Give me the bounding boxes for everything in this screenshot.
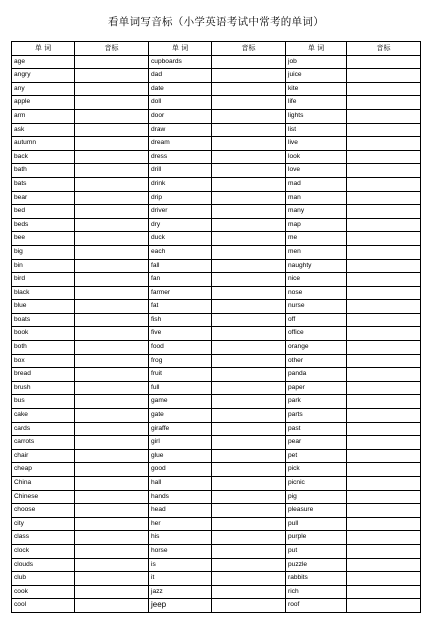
word-cell: many — [286, 205, 347, 219]
phonetic-input-cell[interactable] — [212, 409, 286, 423]
word-cell: it — [149, 572, 212, 586]
phonetic-input-cell[interactable] — [212, 273, 286, 287]
phonetic-input-cell[interactable] — [347, 313, 421, 327]
word-cell: bus — [12, 395, 75, 409]
word-cell: pear — [286, 436, 347, 450]
phonetic-input-cell[interactable] — [347, 177, 421, 191]
word-cell: dad — [149, 69, 212, 83]
phonetic-input-cell[interactable] — [347, 205, 421, 219]
phonetic-input-cell[interactable] — [75, 313, 149, 327]
phonetic-input-cell[interactable] — [347, 164, 421, 178]
phonetic-input-cell[interactable] — [75, 572, 149, 586]
table-row — [12, 463, 421, 477]
word-cell: boats — [12, 313, 75, 327]
word-cell: fat — [149, 300, 212, 314]
word-cell: class — [12, 531, 75, 545]
phonetic-input-cell[interactable] — [212, 96, 286, 110]
phonetic-input-cell[interactable] — [75, 368, 149, 382]
word-cell: hands — [149, 490, 212, 504]
word-cell: each — [149, 245, 212, 259]
word-cell: look — [286, 150, 347, 164]
phonetic-input-cell[interactable] — [212, 585, 286, 599]
word-cell: drip — [149, 191, 212, 205]
phonetic-input-cell[interactable] — [75, 123, 149, 137]
word-cell: dry — [149, 218, 212, 232]
table-row — [12, 218, 421, 232]
phonetic-input-cell[interactable] — [347, 395, 421, 409]
word-cell: doll — [149, 96, 212, 110]
phonetic-input-cell[interactable] — [75, 205, 149, 219]
word-cell: fall — [149, 259, 212, 273]
word-cell: lights — [286, 109, 347, 123]
phonetic-input-cell[interactable] — [75, 245, 149, 259]
table-row — [12, 449, 421, 463]
word-cell: horse — [149, 544, 212, 558]
phonetic-input-cell[interactable] — [212, 245, 286, 259]
phonetic-input-cell[interactable] — [347, 327, 421, 341]
word-cell: nurse — [286, 300, 347, 314]
table-row — [12, 544, 421, 558]
phonetic-input-cell[interactable] — [212, 109, 286, 123]
phonetic-input-cell[interactable] — [347, 436, 421, 450]
phonetic-input-cell[interactable] — [75, 599, 149, 613]
phonetic-input-cell[interactable] — [75, 137, 149, 151]
word-cell: life — [286, 96, 347, 110]
word-cell: cupboards — [149, 55, 212, 69]
phonetic-input-cell[interactable] — [212, 137, 286, 151]
word-cell: club — [12, 572, 75, 586]
phonetic-input-cell[interactable] — [212, 395, 286, 409]
table-row — [12, 341, 421, 355]
word-cell: paper — [286, 381, 347, 395]
phonetic-input-cell[interactable] — [212, 422, 286, 436]
word-cell: drill — [149, 164, 212, 178]
phonetic-input-cell[interactable] — [347, 422, 421, 436]
word-cell: map — [286, 218, 347, 232]
phonetic-input-cell[interactable] — [212, 164, 286, 178]
phonetic-input-cell[interactable] — [347, 109, 421, 123]
table-row — [12, 531, 421, 545]
word-cell: choose — [12, 504, 75, 518]
table-row — [12, 82, 421, 96]
word-cell: duck — [149, 232, 212, 246]
phonetic-input-cell[interactable] — [75, 531, 149, 545]
word-cell: bats — [12, 177, 75, 191]
phonetic-input-cell[interactable] — [75, 477, 149, 491]
table-row — [12, 327, 421, 341]
word-cell: good — [149, 463, 212, 477]
word-cell: chair — [12, 449, 75, 463]
word-cell: date — [149, 82, 212, 96]
table-row — [12, 109, 421, 123]
word-cell: both — [12, 341, 75, 355]
word-cell: black — [12, 286, 75, 300]
phonetic-input-cell[interactable] — [212, 205, 286, 219]
phonetic-input-cell[interactable] — [212, 544, 286, 558]
word-cell: fish — [149, 313, 212, 327]
word-cell: bath — [12, 164, 75, 178]
table-row — [12, 205, 421, 219]
table-row — [12, 191, 421, 205]
phonetic-input-cell[interactable] — [212, 69, 286, 83]
phonetic-input-cell[interactable] — [212, 354, 286, 368]
table-row — [12, 96, 421, 110]
phonetic-input-cell[interactable] — [75, 164, 149, 178]
phonetic-input-cell[interactable] — [347, 368, 421, 382]
word-cell: hall — [149, 477, 212, 491]
phonetic-input-cell[interactable] — [347, 96, 421, 110]
phonetic-input-cell[interactable] — [75, 191, 149, 205]
word-cell: bee — [12, 232, 75, 246]
word-cell: bird — [12, 273, 75, 287]
word-cell: bin — [12, 259, 75, 273]
phonetic-input-cell[interactable] — [212, 572, 286, 586]
word-cell: driver — [149, 205, 212, 219]
phonetic-input-cell[interactable] — [212, 327, 286, 341]
phonetic-input-cell[interactable] — [75, 354, 149, 368]
word-cell: angry — [12, 69, 75, 83]
word-cell: is — [149, 558, 212, 572]
phonetic-input-cell[interactable] — [347, 517, 421, 531]
word-cell: Chinese — [12, 490, 75, 504]
phonetic-input-cell[interactable] — [75, 449, 149, 463]
phonetic-input-cell[interactable] — [347, 245, 421, 259]
word-cell: kite — [286, 82, 347, 96]
phonetic-input-cell[interactable] — [75, 327, 149, 341]
phonetic-input-cell[interactable] — [75, 422, 149, 436]
phonetic-input-cell[interactable] — [347, 504, 421, 518]
phonetic-input-cell[interactable] — [212, 558, 286, 572]
table-row — [12, 490, 421, 504]
word-cell: dream — [149, 137, 212, 151]
word-cell: gate — [149, 409, 212, 423]
phonetic-input-cell[interactable] — [212, 490, 286, 504]
phonetic-input-cell[interactable] — [212, 82, 286, 96]
header-phonetic-3: 音标 — [347, 42, 421, 56]
word-cell: beds — [12, 218, 75, 232]
word-cell: head — [149, 504, 212, 518]
phonetic-input-cell[interactable] — [75, 490, 149, 504]
phonetic-input-cell[interactable] — [347, 463, 421, 477]
phonetic-input-cell[interactable] — [212, 599, 286, 613]
phonetic-input-cell[interactable] — [212, 123, 286, 137]
phonetic-input-cell[interactable] — [212, 300, 286, 314]
word-cell: age — [12, 55, 75, 69]
phonetic-input-cell[interactable] — [212, 477, 286, 491]
table-row — [12, 137, 421, 151]
word-cell: door — [149, 109, 212, 123]
word-cell: game — [149, 395, 212, 409]
table-row — [12, 55, 421, 69]
phonetic-input-cell[interactable] — [212, 449, 286, 463]
table-row — [12, 504, 421, 518]
word-cell: city — [12, 517, 75, 531]
word-cell: bear — [12, 191, 75, 205]
phonetic-input-cell[interactable] — [347, 572, 421, 586]
word-cell: giraffe — [149, 422, 212, 436]
word-cell: jazz — [149, 585, 212, 599]
table-row — [12, 422, 421, 436]
word-cell: his — [149, 531, 212, 545]
word-cell: purple — [286, 531, 347, 545]
table-row — [12, 273, 421, 287]
word-cell: juice — [286, 69, 347, 83]
word-cell: pet — [286, 449, 347, 463]
page-title: 看单词写音标（小学英语考试中常考的单词） — [108, 16, 324, 28]
word-cell: bed — [12, 205, 75, 219]
word-cell: book — [12, 327, 75, 341]
word-cell: naughty — [286, 259, 347, 273]
word-cell: big — [12, 245, 75, 259]
word-cell: full — [149, 381, 212, 395]
table-row — [12, 164, 421, 178]
phonetic-input-cell[interactable] — [212, 286, 286, 300]
phonetic-input-cell[interactable] — [75, 232, 149, 246]
phonetic-input-cell[interactable] — [347, 55, 421, 69]
word-cell: roof — [286, 599, 347, 613]
word-cell: draw — [149, 123, 212, 137]
word-cell: man — [286, 191, 347, 205]
word-cell: drink — [149, 177, 212, 191]
table-row — [12, 69, 421, 83]
phonetic-input-cell[interactable] — [75, 558, 149, 572]
phonetic-input-cell[interactable] — [75, 463, 149, 477]
header-phonetic-2: 音标 — [212, 42, 286, 56]
header-word-2: 单 词 — [149, 42, 212, 56]
phonetic-input-cell[interactable] — [347, 150, 421, 164]
word-cell: men — [286, 245, 347, 259]
phonetic-input-cell[interactable] — [347, 409, 421, 423]
word-cell: five — [149, 327, 212, 341]
word-cell: pull — [286, 517, 347, 531]
phonetic-input-cell[interactable] — [347, 599, 421, 613]
word-cell: rich — [286, 585, 347, 599]
word-cell: girl — [149, 436, 212, 450]
phonetic-input-cell[interactable] — [347, 490, 421, 504]
phonetic-input-cell[interactable] — [347, 381, 421, 395]
phonetic-input-cell[interactable] — [75, 436, 149, 450]
phonetic-input-cell[interactable] — [212, 368, 286, 382]
phonetic-input-cell[interactable] — [347, 300, 421, 314]
word-cell: autumn — [12, 137, 75, 151]
phonetic-input-cell[interactable] — [75, 150, 149, 164]
table-row — [12, 599, 421, 613]
phonetic-input-cell[interactable] — [75, 517, 149, 531]
word-cell: clouds — [12, 558, 75, 572]
phonetic-input-cell[interactable] — [347, 354, 421, 368]
phonetic-input-cell[interactable] — [75, 82, 149, 96]
word-cell: rabbits — [286, 572, 347, 586]
phonetic-input-cell[interactable] — [212, 191, 286, 205]
phonetic-input-cell[interactable] — [212, 232, 286, 246]
phonetic-input-cell[interactable] — [75, 585, 149, 599]
word-cell: jeep — [149, 599, 212, 613]
phonetic-input-cell[interactable] — [212, 313, 286, 327]
table-row — [12, 572, 421, 586]
phonetic-input-cell[interactable] — [347, 286, 421, 300]
word-cell: cool — [12, 599, 75, 613]
table-row — [12, 368, 421, 382]
word-cell: me — [286, 232, 347, 246]
phonetic-input-cell[interactable] — [75, 55, 149, 69]
word-cell: cheap — [12, 463, 75, 477]
word-cell: pleasure — [286, 504, 347, 518]
table-row — [12, 150, 421, 164]
phonetic-input-cell[interactable] — [75, 286, 149, 300]
phonetic-input-cell[interactable] — [75, 69, 149, 83]
word-cell: any — [12, 82, 75, 96]
word-cell: job — [286, 55, 347, 69]
phonetic-input-cell[interactable] — [75, 218, 149, 232]
phonetic-input-cell[interactable] — [75, 381, 149, 395]
phonetic-input-cell[interactable] — [75, 96, 149, 110]
word-cell: past — [286, 422, 347, 436]
phonetic-input-cell[interactable] — [212, 436, 286, 450]
table-row — [12, 477, 421, 491]
phonetic-input-cell[interactable] — [75, 259, 149, 273]
word-cell: orange — [286, 341, 347, 355]
table-row — [12, 313, 421, 327]
table-row — [12, 232, 421, 246]
phonetic-input-cell[interactable] — [75, 300, 149, 314]
word-cell: park — [286, 395, 347, 409]
phonetic-input-cell[interactable] — [347, 137, 421, 151]
table-row — [12, 409, 421, 423]
phonetic-input-cell[interactable] — [212, 517, 286, 531]
word-cell: brush — [12, 381, 75, 395]
header-word-3: 单 词 — [286, 42, 347, 56]
phonetic-input-cell[interactable] — [212, 177, 286, 191]
word-cell: love — [286, 164, 347, 178]
word-cell: blue — [12, 300, 75, 314]
word-cell: panda — [286, 368, 347, 382]
word-cell: cards — [12, 422, 75, 436]
word-cell: fruit — [149, 368, 212, 382]
word-cell: farmer — [149, 286, 212, 300]
phonetic-input-cell[interactable] — [75, 504, 149, 518]
header-word-1: 单 词 — [12, 42, 75, 56]
phonetic-input-cell[interactable] — [212, 504, 286, 518]
table-row — [12, 381, 421, 395]
word-cell: arm — [12, 109, 75, 123]
phonetic-input-cell[interactable] — [347, 477, 421, 491]
phonetic-input-cell[interactable] — [347, 82, 421, 96]
phonetic-input-cell[interactable] — [212, 150, 286, 164]
header-row — [12, 42, 421, 56]
phonetic-input-cell[interactable] — [212, 463, 286, 477]
word-cell: dress — [149, 150, 212, 164]
table-row — [12, 395, 421, 409]
word-table — [11, 41, 421, 613]
phonetic-input-cell[interactable] — [347, 259, 421, 273]
table-row — [12, 558, 421, 572]
phonetic-input-cell[interactable] — [347, 191, 421, 205]
word-cell: cake — [12, 409, 75, 423]
phonetic-input-cell[interactable] — [347, 544, 421, 558]
word-cell: pig — [286, 490, 347, 504]
word-cell: other — [286, 354, 347, 368]
phonetic-input-cell[interactable] — [212, 259, 286, 273]
phonetic-input-cell[interactable] — [75, 544, 149, 558]
header-phonetic-1: 音标 — [75, 42, 149, 56]
word-cell: puzzle — [286, 558, 347, 572]
table-row — [12, 245, 421, 259]
table-row — [12, 517, 421, 531]
word-cell: box — [12, 354, 75, 368]
phonetic-input-cell[interactable] — [347, 558, 421, 572]
phonetic-input-cell[interactable] — [212, 55, 286, 69]
phonetic-input-cell[interactable] — [75, 109, 149, 123]
phonetic-input-cell[interactable] — [75, 341, 149, 355]
word-cell: carrots — [12, 436, 75, 450]
word-cell: her — [149, 517, 212, 531]
table-row — [12, 286, 421, 300]
phonetic-input-cell[interactable] — [75, 395, 149, 409]
word-cell: back — [12, 150, 75, 164]
phonetic-input-cell[interactable] — [212, 218, 286, 232]
table-row — [12, 123, 421, 137]
table-row — [12, 354, 421, 368]
phonetic-input-cell[interactable] — [347, 123, 421, 137]
word-cell: China — [12, 477, 75, 491]
word-cell: bread — [12, 368, 75, 382]
phonetic-input-cell[interactable] — [347, 273, 421, 287]
phonetic-input-cell[interactable] — [347, 341, 421, 355]
phonetic-input-cell[interactable] — [347, 531, 421, 545]
word-cell: clock — [12, 544, 75, 558]
word-cell: food — [149, 341, 212, 355]
phonetic-input-cell[interactable] — [75, 177, 149, 191]
word-cell: cook — [12, 585, 75, 599]
phonetic-input-cell[interactable] — [347, 69, 421, 83]
table-row — [12, 585, 421, 599]
phonetic-input-cell[interactable] — [75, 273, 149, 287]
table-row — [12, 177, 421, 191]
phonetic-input-cell[interactable] — [75, 409, 149, 423]
word-cell: ask — [12, 123, 75, 137]
word-cell: nice — [286, 273, 347, 287]
word-cell: nose — [286, 286, 347, 300]
word-cell: apple — [12, 96, 75, 110]
word-cell: parts — [286, 409, 347, 423]
word-cell: frog — [149, 354, 212, 368]
word-cell: live — [286, 137, 347, 151]
phonetic-input-cell[interactable] — [212, 381, 286, 395]
word-cell: office — [286, 327, 347, 341]
word-cell: mad — [286, 177, 347, 191]
table-row — [12, 436, 421, 450]
phonetic-input-cell[interactable] — [212, 531, 286, 545]
table-row — [12, 259, 421, 273]
word-cell: picnic — [286, 477, 347, 491]
word-cell: pick — [286, 463, 347, 477]
phonetic-input-cell[interactable] — [347, 449, 421, 463]
phonetic-input-cell[interactable] — [347, 585, 421, 599]
phonetic-input-cell[interactable] — [212, 341, 286, 355]
table-row — [12, 300, 421, 314]
phonetic-input-cell[interactable] — [347, 232, 421, 246]
word-cell: glue — [149, 449, 212, 463]
word-cell: put — [286, 544, 347, 558]
word-cell: fan — [149, 273, 212, 287]
word-cell: list — [286, 123, 347, 137]
phonetic-input-cell[interactable] — [347, 218, 421, 232]
word-cell: off — [286, 313, 347, 327]
